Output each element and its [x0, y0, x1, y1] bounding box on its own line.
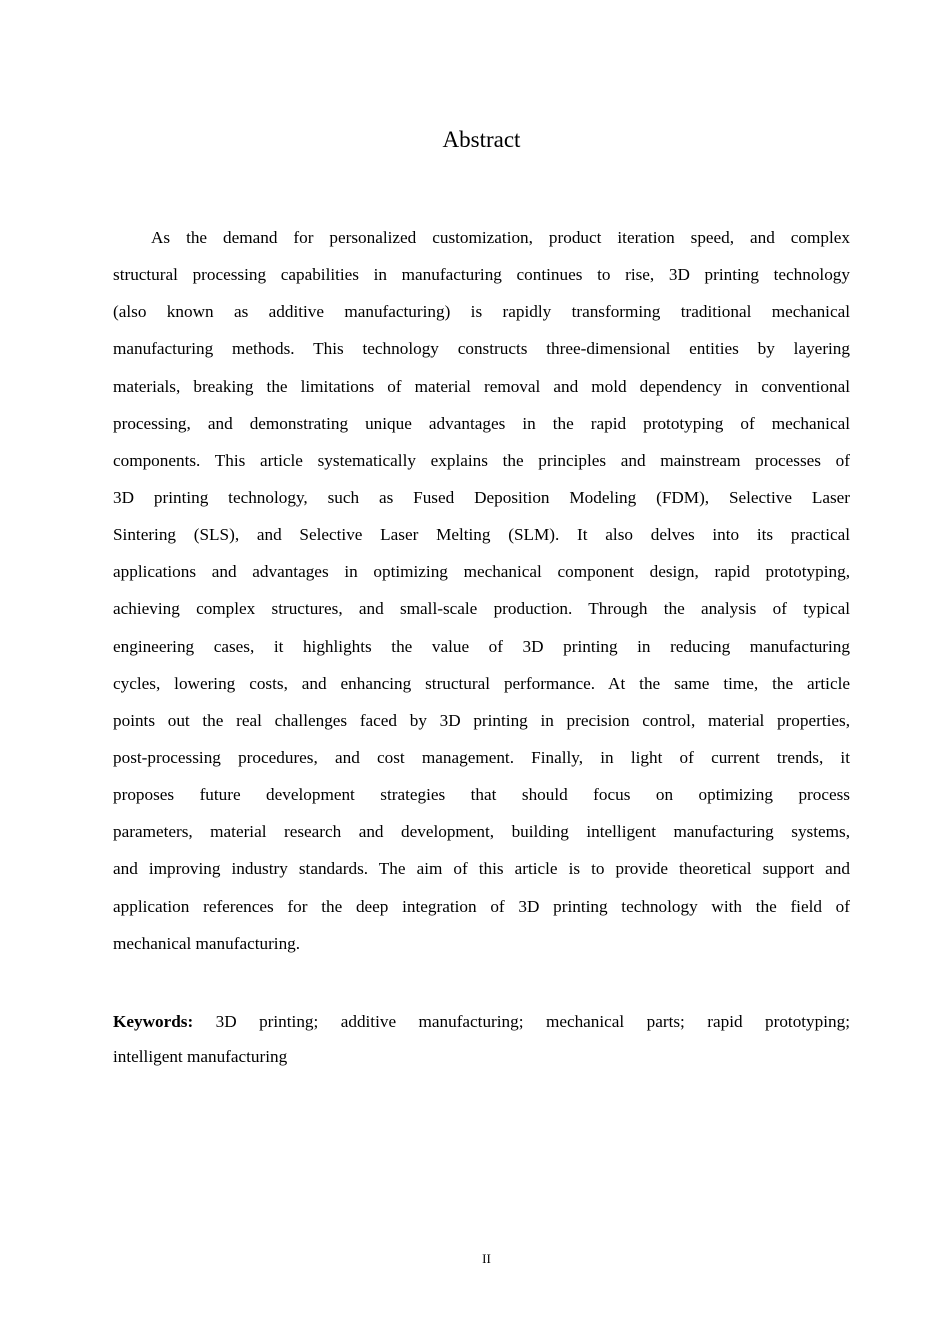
abstract-line: achieving complex structures, and small-scale production. Through the analysis of typical — [113, 599, 850, 619]
abstract-line: points out the real challenges faced by 3D printing in precision control, material properties, — [113, 710, 850, 730]
abstract-body — [113, 222, 850, 965]
abstract-line: As the demand for personalized customization, product iteration speed, and complex — [151, 228, 850, 247]
abstract-line: 3D printing technology, such as Fused Deposition Modeling (FDM), Selective Laser — [113, 487, 850, 507]
abstract-line: proposes future development strategies that should focus on optimizing process — [113, 785, 850, 805]
abstract-line: applications and advantages in optimizing mechanical component design, rapid prototyping, — [113, 562, 850, 582]
abstract-line: processing, and demonstrating unique advantages in the rapid prototyping of mechanical — [113, 413, 850, 433]
abstract-line: and improving industry standards. The aim of this article is to provide theoretical support and — [113, 859, 850, 879]
abstract-line: (also known as additive manufacturing) is rapidly transforming traditional mechanical — [113, 302, 850, 322]
abstract-line: engineering cases, it highlights the value of 3D printing in reducing manufacturing — [113, 636, 850, 656]
page-number: II — [482, 1251, 491, 1266]
keywords-line — [113, 1006, 850, 1041]
keywords-line: intelligent manufacturing — [113, 1047, 288, 1066]
abstract-line: cycles, lowering costs, and enhancing structural performance. At the same time, the article — [113, 673, 850, 693]
abstract-line: components. This article systematically explains the principles and mainstream processes of — [113, 450, 850, 470]
abstract-line: materials, breaking the limitations of material removal and mold dependency in conventional — [113, 376, 850, 396]
abstract-line: mechanical manufacturing. — [113, 933, 301, 953]
abstract-line: post-processing procedures, and cost management. Finally, in light of current trends, it — [113, 747, 850, 767]
page-title: Abstract — [442, 127, 521, 152]
keywords-label: Keywords: — [113, 1012, 194, 1031]
abstract-line: application references for the deep integration of 3D printing technology with the field of — [113, 896, 850, 916]
abstract-line: parameters, material research and development, building intelligent manufacturing systems, — [113, 822, 850, 842]
keywords-section — [113, 1006, 850, 1076]
abstract-line: manufacturing methods. This technology constructs three-dimensional entities by layering — [113, 339, 850, 359]
abstract-line: Sintering (SLS), and Selective Laser Melting (SLM). It also delves into its practical — [113, 525, 850, 545]
keywords-list: 3D printing; additive manufacturing; mechanical parts; rapid prototyping; — [215, 1012, 850, 1031]
abstract-line: structural processing capabilities in manufacturing continues to rise, 3D printing technology — [113, 265, 850, 285]
